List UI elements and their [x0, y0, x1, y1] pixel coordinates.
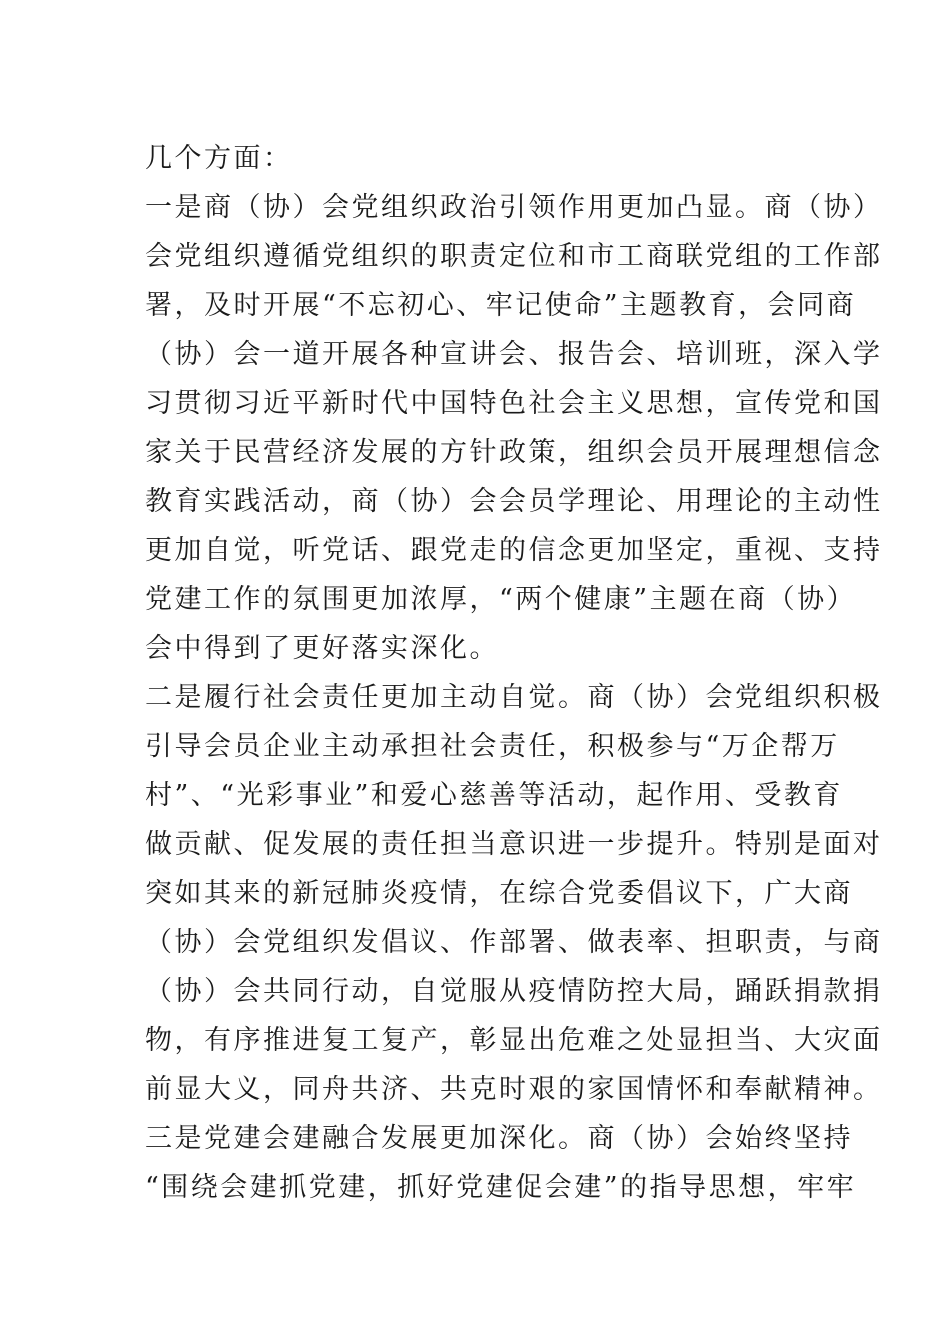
body-line: 做贡献、促发展的责任担当意识进一步提升。特别是面对 — [145, 829, 883, 860]
body-line: 会党组织遵循党组织的职责定位和市工商联党组的工作部 — [145, 241, 883, 272]
body-line: “围绕会建抓党建，抓好党建促会建”的指导思想，牢牢 — [145, 1172, 857, 1203]
body-line: 会中得到了更好落实深化。 — [145, 633, 499, 664]
body-line: （协）会一道开展各种宣讲会、报告会、培训班，深入学 — [145, 339, 883, 370]
body-line: 一是商（协）会党组织政治引领作用更加凸显。商（协） — [145, 192, 883, 223]
body-line: 几个方面： — [145, 143, 293, 174]
body-line: 更加自觉，听党话、跟党走的信念更加坚定，重视、支持 — [145, 535, 883, 566]
body-line: 前显大义，同舟共济、共克时艰的家国情怀和奉献精神。 — [145, 1074, 883, 1105]
body-line: 党建工作的氛围更加浓厚，“两个健康”主题在商（协） — [145, 584, 857, 615]
document-body — [145, 134, 883, 1212]
body-line: 教育实践活动，商（协）会会员学理论、用理论的主动性 — [145, 486, 883, 517]
body-line: 习贯彻习近平新时代中国特色社会主义思想，宣传党和国 — [145, 388, 883, 419]
body-line: （协）会共同行动，自觉服从疫情防控大局，踊跃捐款捐 — [145, 976, 883, 1007]
body-line: 家关于民营经济发展的方针政策，组织会员开展理想信念 — [145, 437, 883, 468]
body-line: 引导会员企业主动承担社会责任，积极参与“万企帮万 — [145, 731, 840, 762]
body-line: 署，及时开展“不忘初心、牢记使命”主题教育，会同商 — [145, 290, 857, 321]
body-line: 三是党建会建融合发展更加深化。商（协）会始终坚持 — [145, 1123, 853, 1154]
body-line: 二是履行社会责任更加主动自觉。商（协）会党组织积极 — [145, 682, 883, 713]
body-line: （协）会党组织发倡议、作部署、做表率、担职责，与商 — [145, 927, 883, 958]
body-line: 村”、“光彩事业”和爱心慈善等活动，起作用、受教育 — [145, 780, 843, 811]
body-line: 突如其来的新冠肺炎疫情，在综合党委倡议下，广大商 — [145, 878, 853, 909]
body-line: 物，有序推进复工复产，彰显出危难之处显担当、大灾面 — [145, 1025, 883, 1056]
